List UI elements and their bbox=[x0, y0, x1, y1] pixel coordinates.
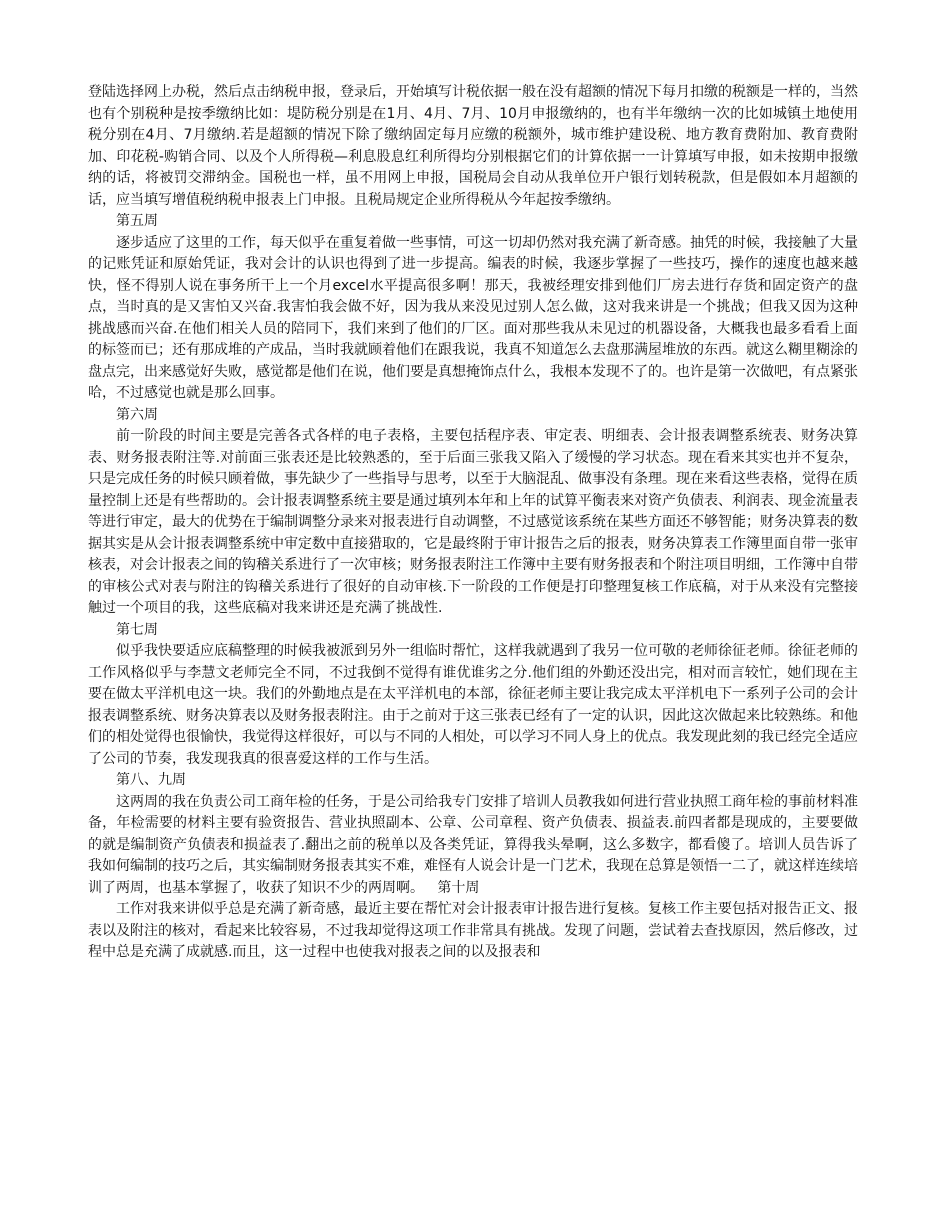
week7-heading: 第七周 bbox=[116, 621, 158, 638]
week89-text: 这两周的我在负责公司工商年检的任务，于是公司给我专门安排了培训人员教我如何进行营业执照工商年检的事前材料准备，年检需要的材料主要有验资报告、营业执照副本、公章、公司章程、资产负债表、损益表.前四者都是现成的，主要要做的就是编制资产负债表和损益表了.翻出之前的税单以及各类凭证，算得我头晕啊，这么多数字，都看傻了。培训人员告诉了我如何编制的技巧之后，其实编制财务报表其实不难，难怪有人说会计是一门艺术，我现在总算是领悟一二了，就这样连续培训了两周，也基本掌握了，收获了知识不少的两周啊。 bbox=[88, 793, 858, 896]
week7-paragraph: 似乎我快要适应底稿整理的时候我被派到另外一组临时帮忙，这样我就遇到了我另一位可敬的老师徐征老师。徐征老师的工作风格似乎与李慧文老师完全不同，不过我倒不觉得有谁优谁劣之分.他们组的外勤还没出完，相对而言较忙，她们现在主要在做太平洋机电这一块。我们的外勤地点是在太平洋机电的本部，徐征老师主要让我完成太平洋机电下一系列子公司的会计报表调整系统、财务决算表以及财务报表附注。由于之前对于这三张表已经有了一定的认识，因此这次做起来比较熟练。和他们的相处觉得也很愉快，我觉得这样很好，可以与不同的人相处，可以学习不同人身上的优点。我发现此刻的我已经完全适应了公司的节奏，我发现我真的很喜爱这样的工作与生活。 bbox=[88, 643, 858, 767]
week89-heading: 第八、九周 bbox=[116, 772, 186, 788]
intro-paragraph: 登陆选择网上办税，然后点击纳税申报，登录后，开始填写计税依据一般在没有超额的情况下每月扣缴的税额是一样的，当然也有个别税种是按季缴纳比如：堤防税分别是在1月、4月、7月、10月申报缴纳的，也有半年缴纳一次的比如城镇土地使用税分别在4月、7月缴纳.若是超额的情况下除了缴纳固定每月应缴的税额外，城市维护建设税、地方教育费附加、教育费附加、印花税-购销合同、以及个人所得税—利息股息红利所得均分别根据它们的计算依据一一计算填写申报，如未按期申报缴纳的话，将被罚交滞纳金。国税也一样，虽不用网上申报，国税局会自动从我单位开户银行划转税款，但是假如本月超额的话，应当填写增值税纳税申报表上门申报。且税局规定企业所得税从今年起按季缴纳。 bbox=[88, 84, 858, 208]
week10-paragraph: 工作对我来讲似乎总是充满了新奇感，最近主要在帮忙对会计报表审计报告进行复核。复核工作主要包括对报告正文、报表以及附注的核对，看起来比较容易，不过我却觉得这项工作非常具有挑战。发现了问题，尝试着去查找原因，然后修改，过程中总是充满了成就感.而且，这一过程中也使我对报表之间的以及报表和 bbox=[88, 901, 858, 960]
week5-paragraph: 逐步适应了这里的工作，每天似乎在重复着做一些事情，可这一切却仍然对我充满了新奇感。抽凭的时候，我接触了大量的记账凭证和原始凭证，我对会计的认识也得到了进一步提高。编表的时候，我逐步掌握了一些技巧，操作的速度也越来越快，怪不得别人说在事务所干上一个月excel水平提高很多啊！那天，我被经理安排到他们厂房去进行存货和固定资产的盘点，当时真的是又害怕又兴奋.我害怕我会做不好，因为我从来没见过别人怎么做，这对我来讲是一个挑战；但我又因为这种挑战感而兴奋.在他们相关人员的陪同下，我们来到了他们的厂区。面对那些我从未见过的机器设备，大概我也最多看看上面的标签而已；还有那成堆的产成品，当时我就顾着他们在跟我说，我真不知道怎么去盘那满屋堆放的东西。就这么糊里糊涂的盘点完，出来感觉好失败，感觉都是他们在说，他们要是真想掩饰点什么，我根本发现不了的。也许是第一次做吧，有点紧张哈，不过感觉也就是那么回事。 bbox=[88, 234, 858, 401]
week10-heading: 第十周 bbox=[437, 879, 480, 896]
week6-paragraph: 前一阶段的时间主要是完善各式各样的电子表格，主要包括程序表、审定表、明细表、会计报表调整系统表、财务决算表、财务报表附注等.对前面三张表还是比较熟悉的，至于后面三张我又陷入了缓慢的学习状态。现在看来其实也并不复杂，只是完成任务的时候只顾着做，事先缺少了一些指导与思考，以至于大脑混乱、做事没有条理。现在来看这些表格，觉得在质量控制上还是有些帮助的。会计报表调整系统主要是通过填列本年和上年的试算平衡表来对资产负债表、利润表、现金流量表等进行审定，最大的优势在于编制调整分录来对报表进行自动调整，不过感觉该系统在某些方面还不够智能；财务决算表的数据其实是从会计报表调整系统中审定数中直接猎取的，它是最终附于审计报告之后的报表，财务决算表工作簿里面自带一张审核表，对会计报表之间的钩稽关系进行了一次审核；财务报表附注工作簿中主要有财务报表和个附注项目明细，工作簿中自带的审核公式对表与附注的钩稽关系进行了很好的自动审核.下一阶段的工作便是打印整理复核工作底稿，对于从来没有完整接触过一个项目的我，这些底稿对我来讲还是充满了挑战性. bbox=[88, 428, 858, 616]
week89-paragraph bbox=[88, 792, 858, 900]
week5-heading: 第五周 bbox=[116, 213, 158, 229]
week6-heading: 第六周 bbox=[116, 406, 158, 423]
document-body bbox=[88, 82, 858, 964]
